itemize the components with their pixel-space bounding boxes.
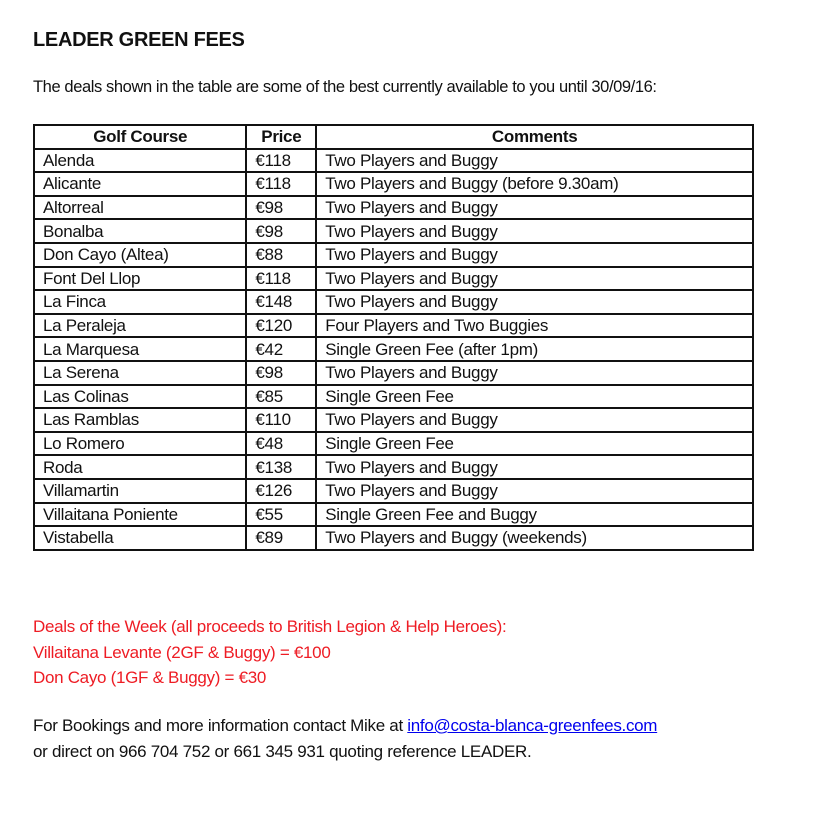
- cell-golf-course: Altorreal: [34, 196, 246, 220]
- cell-comment: Two Players and Buggy: [316, 479, 753, 503]
- header-comments: Comments: [316, 125, 753, 149]
- table-row: [34, 219, 753, 243]
- cell-golf-course: La Finca: [34, 290, 246, 314]
- header-golf-course: Golf Course: [34, 125, 246, 149]
- cell-golf-course: Vistabella: [34, 526, 246, 550]
- cell-golf-course: Font Del Llop: [34, 267, 246, 291]
- cell-price: €110: [246, 408, 316, 432]
- cell-price: €48: [246, 432, 316, 456]
- cell-comment: Single Green Fee: [316, 432, 753, 456]
- cell-comment: Single Green Fee: [316, 385, 753, 409]
- cell-golf-course: Bonalba: [34, 219, 246, 243]
- table-row: [34, 455, 753, 479]
- cell-golf-course: Las Ramblas: [34, 408, 246, 432]
- page-title: LEADER GREEN FEES: [33, 29, 245, 51]
- cell-golf-course: Don Cayo (Altea): [34, 243, 246, 267]
- table-row: [34, 361, 753, 385]
- cell-golf-course: Alenda: [34, 149, 246, 173]
- cell-comment: Two Players and Buggy: [316, 455, 753, 479]
- cell-comment: Two Players and Buggy: [316, 267, 753, 291]
- table-row: [34, 526, 753, 550]
- cell-comment: Two Players and Buggy: [316, 243, 753, 267]
- table-row: [34, 290, 753, 314]
- cell-price: €42: [246, 337, 316, 361]
- cell-price: €138: [246, 455, 316, 479]
- cell-price: €98: [246, 219, 316, 243]
- cell-golf-course: Roda: [34, 455, 246, 479]
- cell-price: €85: [246, 385, 316, 409]
- cell-comment: Two Players and Buggy (before 9.30am): [316, 172, 753, 196]
- table-row: [34, 243, 753, 267]
- table-row: [34, 337, 753, 361]
- cell-price: €89: [246, 526, 316, 550]
- cell-price: €88: [246, 243, 316, 267]
- cell-price: €55: [246, 503, 316, 527]
- cell-comment: Two Players and Buggy: [316, 196, 753, 220]
- cell-price: €118: [246, 172, 316, 196]
- cell-price: €98: [246, 361, 316, 385]
- deals-of-the-week: [33, 614, 506, 691]
- cell-comment: Two Players and Buggy: [316, 361, 753, 385]
- contact-line-2: or direct on 966 704 752 or 661 345 931 quoting reference LEADER.: [33, 741, 532, 761]
- cell-price: €126: [246, 479, 316, 503]
- deal-item: Don Cayo (1GF & Buggy) = €30: [33, 668, 267, 687]
- cell-golf-course: Alicante: [34, 172, 246, 196]
- cell-golf-course: Las Colinas: [34, 385, 246, 409]
- table-row: [34, 385, 753, 409]
- cell-price: €118: [246, 149, 316, 173]
- cell-comment: Two Players and Buggy: [316, 290, 753, 314]
- table-row: [34, 408, 753, 432]
- table-row: [34, 314, 753, 338]
- email-link[interactable]: info@costa-blanca-greenfees.com: [407, 716, 658, 735]
- cell-comment: Single Green Fee and Buggy: [316, 503, 753, 527]
- contact-line-1: [33, 713, 657, 739]
- table-row: [34, 432, 753, 456]
- cell-golf-course: Villaitana Poniente: [34, 503, 246, 527]
- cell-golf-course: Lo Romero: [34, 432, 246, 456]
- table-row: [34, 503, 753, 527]
- cell-golf-course: La Peraleja: [34, 314, 246, 338]
- cell-price: €148: [246, 290, 316, 314]
- cell-price: €120: [246, 314, 316, 338]
- deal-item: Villaitana Levante (2GF & Buggy) = €100: [33, 642, 331, 662]
- intro-text: The deals shown in the table are some of the best currently available to you until 30/09/16:: [33, 78, 657, 96]
- cell-comment: Two Players and Buggy (weekends): [316, 526, 753, 550]
- cell-price: €98: [246, 196, 316, 220]
- table-row: [34, 267, 753, 291]
- cell-golf-course: La Serena: [34, 361, 246, 385]
- cell-comment: Four Players and Two Buggies: [316, 314, 753, 338]
- header-price: Price: [246, 125, 316, 149]
- table-row: [34, 479, 753, 503]
- contact-info: [33, 713, 657, 764]
- table-row: [34, 149, 753, 173]
- cell-comment: Two Players and Buggy: [316, 408, 753, 432]
- deals-heading: Deals of the Week (all proceeds to British Legion & Help Heroes):: [33, 617, 507, 636]
- green-fees-table: [33, 124, 754, 551]
- cell-comment: Two Players and Buggy: [316, 149, 753, 173]
- table-row: [34, 196, 753, 220]
- table-header-row: [34, 125, 753, 149]
- cell-golf-course: La Marquesa: [34, 337, 246, 361]
- table-row: [34, 172, 753, 196]
- cell-comment: Single Green Fee (after 1pm): [316, 337, 753, 361]
- cell-price: €118: [246, 267, 316, 291]
- cell-comment: Two Players and Buggy: [316, 219, 753, 243]
- contact-prefix: For Bookings and more information contact Mike at: [33, 716, 408, 735]
- cell-golf-course: Villamartin: [34, 479, 246, 503]
